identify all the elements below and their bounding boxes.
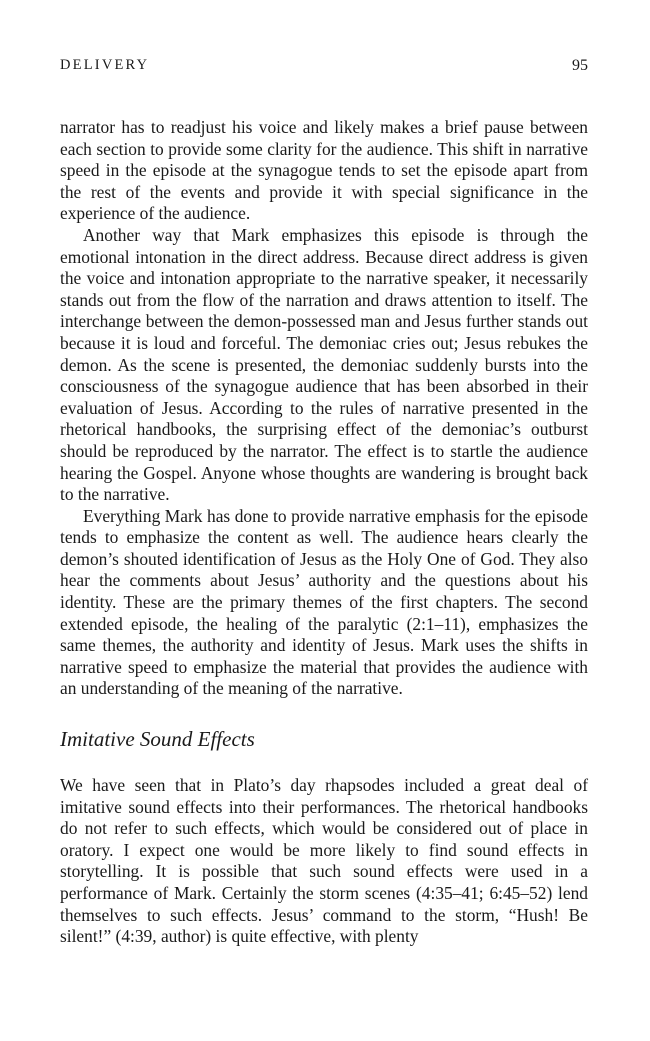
- paragraph-narrative-emphasis: Everything Mark has done to provide narrative emphasis for the episode tends to emphasize the content as well. The audience hears clearly the demon’s shouted identification of Jesus as the Holy One of God. They also hear the comments about Jesus’ authority and the questions about his identity. These are the primary themes of the first chapters. The second extended episode, the healing of the paralytic (2:1–11), emphasizes the same themes, the authority and identity of Jesus. Mark uses the shifts in narrative speed to emphasize the material that provides the audience with an understanding of the meaning of the narrative.: [60, 505, 588, 699]
- paragraph-continued: narrator has to readjust his voice and likely makes a brief pause between each section to provide some clarity for the audience. This shift in narrative speed in the episode at the synagogue tends to set the episode apart from the rest of the events and provide it with special significance in the experience of the audience.: [60, 117, 588, 224]
- running-title: DELIVERY: [60, 57, 150, 73]
- page-number: 95: [572, 57, 588, 74]
- body-text: [60, 117, 588, 948]
- paragraph-direct-address: Another way that Mark emphasizes this episode is through the emotional intonation in the direct address. Because direct address is given the voice and intonation appropriate to the narrative speaker, it necessarily stands out from the flow of the narration and draws attention to itself. The interchange between the demon-possessed man and Jesus further stands out because it is loud and forceful. The demoniac cries out; Jesus rebukes the demon. As the scene is presented, the demoniac suddenly bursts into the consciousness of the synagogue audience that has been absorbed in their evaluation of Jesus. According to the rules of narrative presented in the rhetorical handbooks, the surprising effect of the demoniac’s outburst should be reproduced by the narrator. The effect is to startle the audience hearing the Gospel. Anyone whose thoughts are wandering is brought back to the narrative.: [60, 224, 588, 505]
- section-heading: Imitative Sound Effects: [60, 727, 255, 752]
- running-head: [60, 57, 588, 81]
- paragraph-sound-effects: We have seen that in Plato’s day rhapsodes included a great deal of imitative sound effects into their performances. The rhetorical handbooks do not refer to such effects, which would be considered out of place in oratory. I expect one would be more likely to find sound effects in storytelling. It is possible that such sound effects were used in a performance of Mark. Certainly the storm scenes (4:35–41; 6:45–52) lend themselves to such effects. Jesus’ command to the storm, “Hush! Be silent!” (4:39, author) is quite effective, with plenty: [60, 775, 588, 947]
- book-page: [60, 0, 588, 1041]
